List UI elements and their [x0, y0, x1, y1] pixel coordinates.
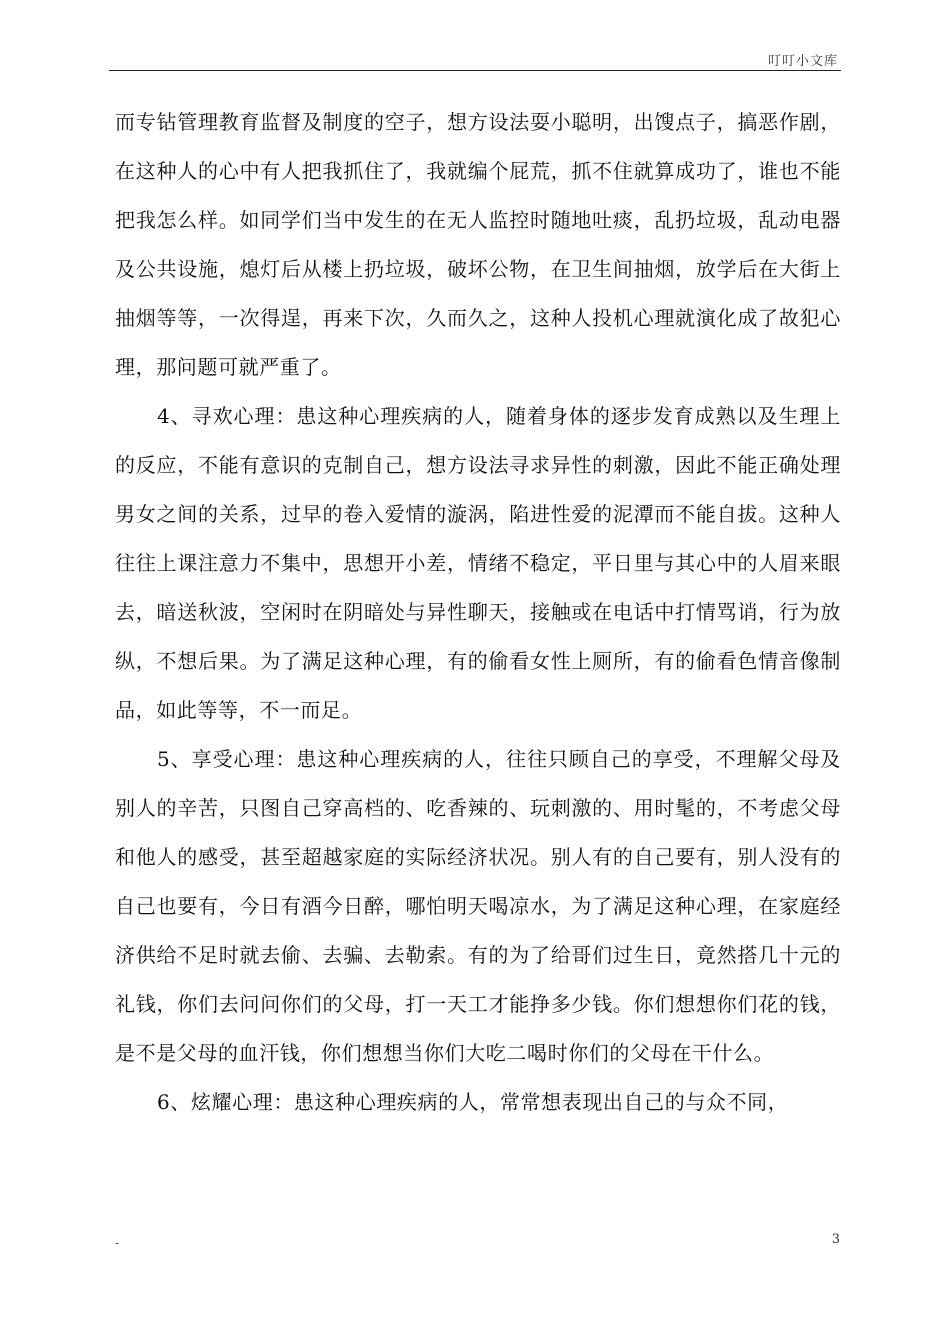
- footer-mark: -: [115, 1236, 120, 1250]
- header-title: 叮叮小文库: [767, 54, 838, 69]
- paragraph-continuation: 而专钻管理教育监督及制度的空子，想方设法耍小聪明，出馊点子，搞恶作剧，在这种人的心中有人把我抓住了，我就编个屁荒，抓不住就算成功了，谁也不能把我怎么样。如同学们当中发生的在无人监控时随地吐痰，乱扔垃圾，乱动电器及公共设施，熄灯后从楼上扔垃圾，破坏公物，在卫生间抽烟，放学后在大街上抽烟等等，一次得逞，再来下次，久而久之，这种人投机心理就演化成了故犯心理，那问题可就严重了。: [115, 110, 841, 379]
- page-number: 3: [831, 1232, 840, 1247]
- document-body: [115, 98, 841, 1127]
- header-divider: [109, 70, 841, 71]
- paragraph-6: 6、炫耀心理：患这种心理疾病的人，常常想表现出自己的与众不同，: [157, 1090, 789, 1114]
- paragraph-4: 4、寻欢心理：患这种心理疾病的人，随着身体的逐步发育成熟以及生理上的反应，不能有意识的克制自己，想方设法寻求异性的刺激，因此不能正确处理男女之间的关系，过早的卷入爱情的漩涡，陷进性爱的泥潭而不能自拔。这种人往往上课注意力不集中，思想开小差，情绪不稳定，平日里与其心中的人眉来眼去，暗送秋波，空闲时在阴暗处与异性聊天，接触或在电话中打情骂诮，行为放纵，不想后果。为了满足这种心理，有的偷看女性上厕所，有的偷看色情音像制品，如此等等，不一而足。: [115, 404, 841, 722]
- paragraph-5: 5、享受心理：患这种心理疾病的人，往往只顾自己的享受，不理解父母及别人的辛苦，只图自己穿高档的、吃香辣的、玩刺激的、用时髦的，不考虑父母和他人的感受，甚至超越家庭的实际经济状况。别人有的自己要有，别人没有的自己也要有，今日有酒今日醉，哪怕明天喝凉水，为了满足这种心理，在家庭经济供给不足时就去偷、去骗、去勒索。有的为了给哥们过生日，竟然搭几十元的礼钱，你们去问问你们的父母，打一天工才能挣多少钱。你们想想你们花的钱，是不是父母的血汗钱，你们想想当你们大吃二喝时你们的父母在干什么。: [115, 747, 841, 1065]
